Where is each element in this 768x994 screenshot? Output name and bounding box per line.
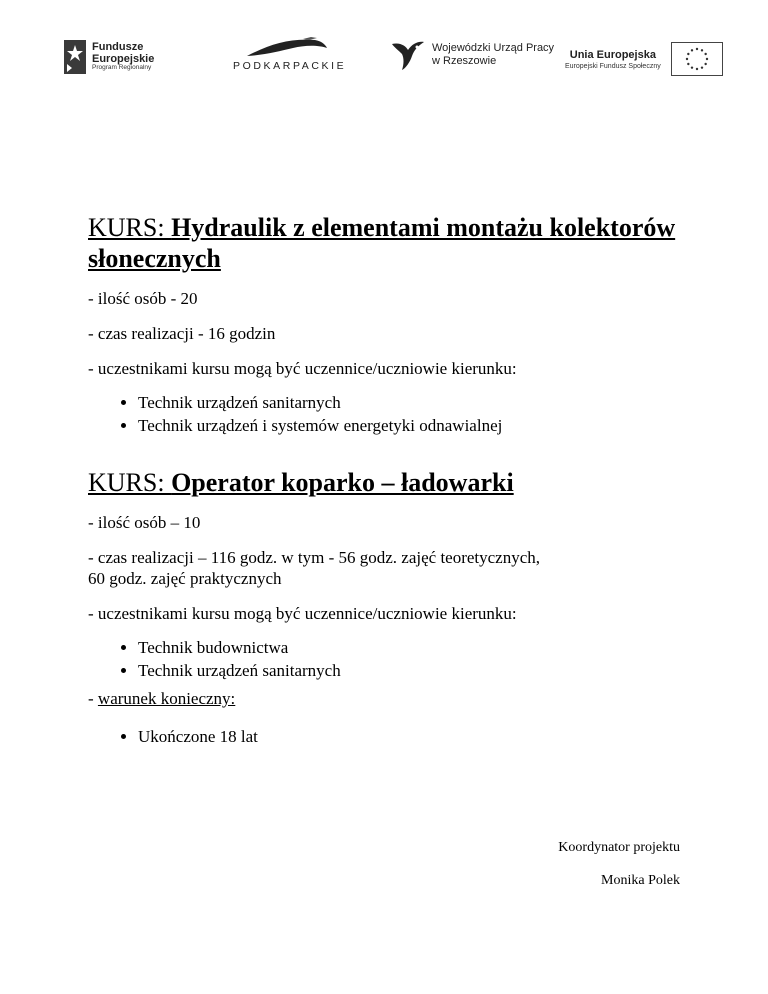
- fundusze-line3: Program Regionalny: [92, 64, 152, 72]
- course1-participants: - ilość osób - 20: [88, 289, 198, 308]
- logo-bar: [0, 36, 768, 88]
- wup-bird-icon: [390, 38, 426, 72]
- wup-logo: [390, 38, 554, 72]
- eu-star: [691, 49, 693, 51]
- eu-star: [704, 63, 706, 65]
- document-body: [88, 212, 688, 748]
- fundusze-star-icon: [64, 40, 86, 74]
- wup-line1: Wojewódzki Urząd Pracy: [432, 42, 555, 55]
- eu-star: [696, 48, 698, 50]
- course2-heading: [88, 467, 688, 498]
- eu-star: [701, 66, 703, 68]
- course2-title: Operator koparko – ładowarki: [171, 468, 514, 497]
- course1-duration: - czas realizacji - 16 godzin: [88, 324, 276, 343]
- course1-directions: [88, 391, 688, 437]
- course2-duration-line2: 60 godz. zajęć praktycznych: [88, 569, 282, 588]
- course1-eligibility: - uczestnikami kursu mogą być uczennice/uczniowie kierunku:: [88, 359, 517, 378]
- eu-star: [691, 66, 693, 68]
- wup-line2: w Rzeszowie: [432, 55, 497, 67]
- signature-role: Koordynator projektu: [558, 840, 680, 855]
- ue-subtitle: Europejski Fundusz Społeczny: [565, 62, 661, 70]
- fundusze-line2: Europejskie: [92, 52, 155, 65]
- podkarpackie-mountain-icon: [245, 36, 335, 58]
- course1-heading: [88, 212, 688, 274]
- eu-star: [704, 53, 706, 55]
- eu-star: [687, 63, 689, 65]
- list-item: • Ukończone 18 lat: [138, 725, 688, 748]
- eu-star: [696, 68, 698, 70]
- course2-directions: [88, 636, 688, 682]
- ue-title: Unia Europejska: [569, 48, 656, 61]
- course2-prefix: KURS:: [88, 468, 172, 497]
- course2-duration-line1: - czas realizacji – 116 godz. w tym - 56 godz. zajęć teoretycznych,: [88, 548, 541, 567]
- unia-europejska-logo: [565, 42, 723, 76]
- course2-condition-heading: [88, 688, 688, 709]
- fundusze-line1: Fundusze: [92, 41, 144, 54]
- course1-prefix: KURS:: [88, 213, 172, 242]
- signature-name: Monika Polek: [601, 873, 680, 888]
- course2-participants: - ilość osób – 10: [88, 513, 201, 532]
- fundusze-europejskie-logo: [64, 40, 154, 74]
- eu-star: [701, 49, 703, 51]
- eu-star: [706, 58, 708, 60]
- condition-dash: -: [88, 689, 98, 708]
- list-item: • Technik budownictwa: [138, 636, 688, 659]
- condition-label: warunek konieczny:: [97, 689, 236, 708]
- list-item: • Technik urządzeń i systemów energetyki odnawialnej: [138, 414, 688, 437]
- eu-star: [686, 58, 688, 60]
- course2-eligibility: - uczestnikami kursu mogą być uczennice/uczniowie kierunku:: [88, 604, 517, 623]
- list-item: • Technik urządzeń sanitarnych: [138, 391, 688, 414]
- signature-block: [558, 840, 680, 906]
- list-item: • Technik urządzeń sanitarnych: [138, 659, 688, 682]
- course1-title: Hydraulik z elementami montażu kolektorów słonecznych: [88, 213, 676, 273]
- podkarpackie-name: PODKARPACKIE: [233, 60, 347, 72]
- course2-conditions: [88, 725, 688, 748]
- eu-star: [687, 53, 689, 55]
- podkarpackie-logo: [233, 36, 346, 72]
- eu-flag-icon: [671, 42, 723, 76]
